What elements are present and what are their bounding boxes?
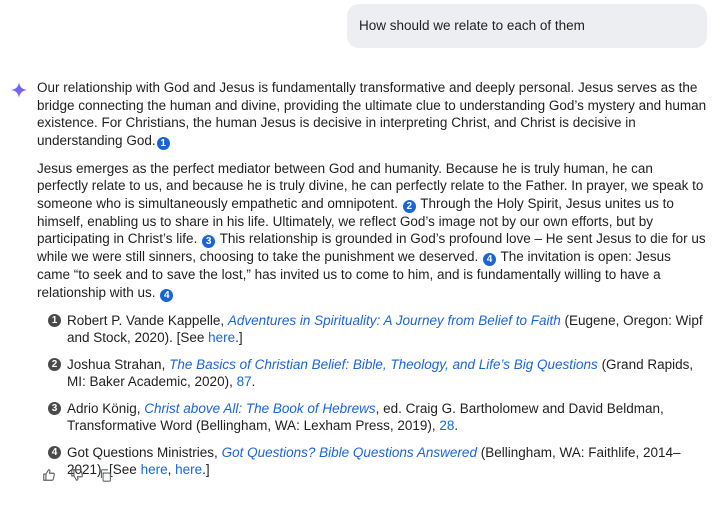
message-actions	[40, 466, 114, 484]
thumbs-down-icon	[70, 468, 84, 482]
answer-paragraph-2	[37, 160, 707, 302]
user-message-bubble	[347, 4, 707, 48]
reference-number: 1	[48, 314, 61, 327]
reference-author: Joshua Strahan,	[67, 356, 170, 372]
thumbs-up-icon	[42, 468, 56, 482]
reference-title-link[interactable]: Got Questions? Bible Questions Answered	[221, 444, 477, 460]
reference-link[interactable]: here	[140, 462, 168, 477]
user-message-text: How should we relate to each of them	[359, 18, 585, 33]
thumbs-up-button[interactable]	[40, 466, 58, 484]
answer-paragraph-1	[37, 79, 707, 150]
reference-details: (Eugene, Oregon: Wipf and Stock, 2020). [See	[67, 312, 703, 345]
copy-icon	[99, 469, 112, 482]
reference-end: .]	[235, 330, 243, 345]
reference-item	[48, 312, 707, 347]
citation-badge[interactable]: 4	[483, 253, 496, 266]
answer-text: Through the Holy Spirit, Jesus unites us to himself, enabling us to share in his life. Ultimately, we reflect God’s image not by our own efforts, but by participating in Christ’s life.	[37, 195, 674, 246]
citation-badge[interactable]: 4	[160, 289, 173, 302]
thumbs-down-button[interactable]	[68, 466, 86, 484]
reference-number: 3	[48, 402, 61, 415]
reference-number: 4	[48, 446, 61, 459]
reference-link[interactable]: here	[208, 330, 236, 345]
answer-text: Our relationship with God and Jesus is fundamentally transformative and deeply personal. Jesus serves as the bridge connecting the human and divine, providing the ultimate clue to understanding God’s mystery and human existence. For Christians, the human Jesus is decisive in interpreting Christ, and Christ is decisive in understanding God.	[37, 80, 707, 148]
reference-separator: ,	[167, 462, 176, 477]
reference-page-link[interactable]: 87	[236, 374, 252, 389]
reference-details: (Bellingham, WA: Faithlife, 2014–2021). [See	[67, 444, 681, 477]
reference-author: Adrio König,	[67, 400, 145, 416]
answer-text: Jesus emerges as the perfect mediator between God and humanity. Because he is truly human, he can perfectly relate to us, and because he is truly divine, he can perfectly relate to the Father. In prayer, we speak to someone who is simultaneously empathetic and omnipotent.	[37, 160, 704, 211]
reference-page-link[interactable]: 28	[439, 418, 455, 433]
reference-author: Got Questions Ministries,	[67, 444, 222, 460]
assistant-answer	[37, 79, 707, 488]
answer-text: The invitation is open: Jesus came “to seek and to save the lost,” has invited us to come to him, and is fundamentally willing to have a relationship with us.	[37, 249, 671, 300]
reference-details: (Grand Rapids, MI: Baker Academic, 2020),	[67, 356, 694, 389]
reference-end: .]	[202, 462, 210, 477]
reference-title-link[interactable]: The Basics of Christian Belief: Bible, Theology, and Life’s Big Questions	[169, 356, 598, 372]
reference-item	[48, 356, 707, 391]
copy-button[interactable]	[96, 466, 114, 484]
references-list	[48, 312, 707, 479]
reference-end: .	[251, 374, 256, 389]
reference-number: 2	[48, 358, 61, 371]
reference-item	[48, 444, 707, 479]
sparkle-icon	[11, 82, 27, 98]
citation-badge[interactable]: 1	[157, 137, 170, 150]
reference-end: .	[454, 418, 459, 433]
answer-text: This relationship is grounded in God’s profound love – He sent Jesus to die for us while we were still sinners, choosing to take the punishment we deserved.	[37, 231, 706, 264]
citation-badge[interactable]: 2	[403, 200, 416, 213]
reference-details: , ed. Craig G. Bartholomew and David Beldman, Transformative Word (Bellingham, WA: Lexham Press, 2019),	[67, 400, 664, 433]
reference-title-link[interactable]: Adventures in Spirituality: A Journey from Belief to Faith	[227, 312, 561, 328]
reference-link[interactable]: here	[175, 462, 203, 477]
citation-badge[interactable]: 3	[202, 235, 215, 248]
reference-item	[48, 400, 707, 435]
reference-title-link[interactable]: Christ above All: The Book of Hebrews	[144, 400, 376, 416]
reference-author: Robert P. Vande Kappelle,	[67, 312, 228, 328]
